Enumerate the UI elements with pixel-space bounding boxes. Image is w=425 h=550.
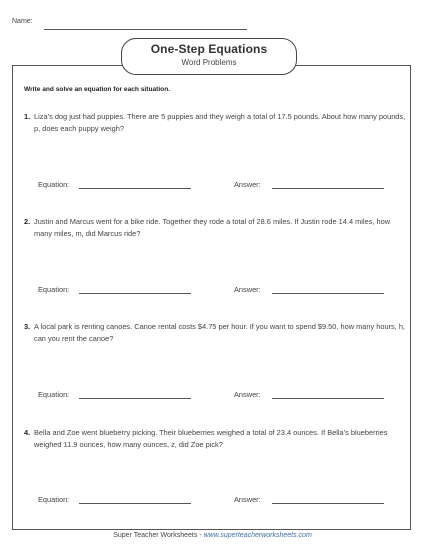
answer-label: Answer: bbox=[234, 285, 261, 294]
equation-field[interactable] bbox=[79, 503, 191, 504]
answer-field[interactable] bbox=[272, 188, 384, 189]
equation-label: Equation: bbox=[38, 495, 70, 504]
title-banner bbox=[121, 38, 297, 75]
footer bbox=[0, 532, 425, 539]
question-number: 3. bbox=[24, 322, 31, 331]
question-1 bbox=[24, 111, 409, 134]
equation-field[interactable] bbox=[79, 293, 191, 294]
question-text: Bella and Zoe went blueberry picking. Their blueberries weighed a total of 23.4 ounces. If Bella’s blueberries weighed 11.9 ounces, how many ounces, z, did Zoe pick? bbox=[34, 428, 388, 449]
equation-field[interactable] bbox=[79, 188, 191, 189]
footer-link[interactable]: www.superteacherworksheets.com bbox=[203, 532, 312, 539]
footer-separator: - bbox=[197, 532, 204, 539]
equation-field[interactable] bbox=[79, 398, 191, 399]
question-number: 1. bbox=[24, 112, 31, 121]
name-field[interactable] bbox=[44, 29, 247, 30]
instructions: Write and solve an equation for each situation. bbox=[24, 86, 171, 93]
question-4 bbox=[24, 427, 409, 450]
answer-field[interactable] bbox=[272, 398, 384, 399]
page-title: One-Step Equations bbox=[150, 42, 268, 56]
equation-label: Equation: bbox=[38, 390, 70, 399]
question-2 bbox=[24, 216, 409, 239]
name-label: Name: bbox=[12, 18, 33, 25]
question-text: A local park is renting canoes. Canoe rental costs $4.75 per hour. If you want to spend $9.50, how many hours, h, can you rent the canoe? bbox=[34, 322, 405, 343]
question-3 bbox=[24, 321, 409, 344]
worksheet-frame bbox=[12, 65, 411, 530]
answer-field[interactable] bbox=[272, 503, 384, 504]
equation-label: Equation: bbox=[38, 180, 70, 189]
equation-label: Equation: bbox=[38, 285, 70, 294]
question-number: 4. bbox=[24, 428, 31, 437]
answer-label: Answer: bbox=[234, 180, 261, 189]
answer-field[interactable] bbox=[272, 293, 384, 294]
answer-label: Answer: bbox=[234, 495, 261, 504]
question-number: 2. bbox=[24, 217, 31, 226]
question-text: Justin and Marcus went for a bike ride. Together they rode a total of 28.6 miles. If Justin rode 14.4 miles, how many miles, m, did Marcus ride? bbox=[34, 217, 391, 238]
footer-brand: Super Teacher Worksheets bbox=[113, 532, 198, 539]
answer-label: Answer: bbox=[234, 390, 261, 399]
page-subtitle: Word Problems bbox=[181, 58, 237, 67]
question-text: Liza’s dog just had puppies. There are 5 puppies and they weigh a total of 17.5 pounds. About how many pounds, p, does each puppy weigh? bbox=[34, 112, 406, 133]
